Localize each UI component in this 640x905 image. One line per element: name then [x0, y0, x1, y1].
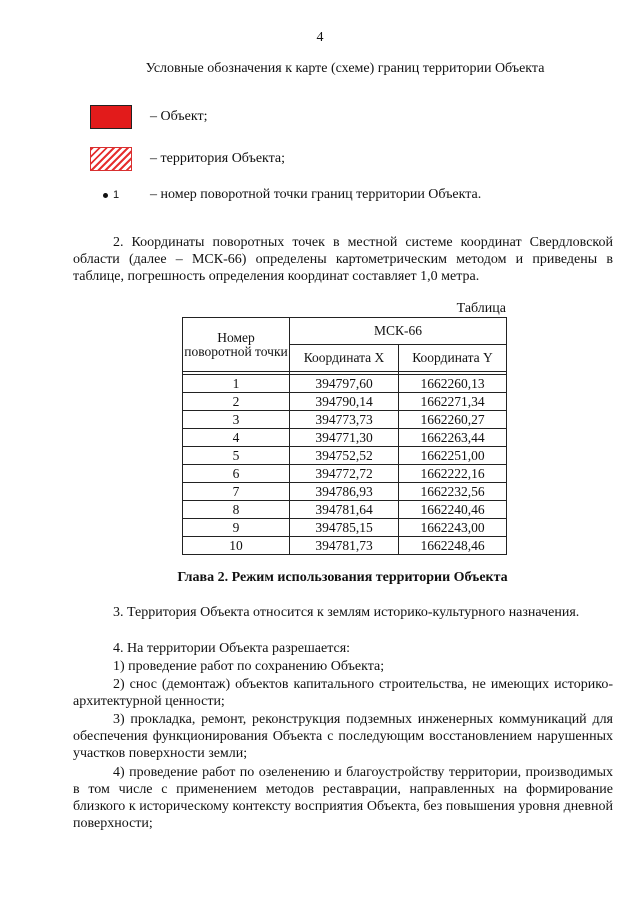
header-coordinate-system: МСК-66: [290, 318, 507, 345]
legend-label-point: – номер поворотной точки границ территории Объекта.: [150, 187, 482, 202]
table-row: [183, 375, 507, 393]
paragraph-4: 4. На территории Объекта разрешается:: [113, 641, 351, 656]
coordinate-y: 1662232,56: [399, 483, 507, 501]
coordinate-y: 1662251,00: [399, 447, 507, 465]
coordinate-y: 1662222,16: [399, 465, 507, 483]
point-number: 1: [183, 375, 290, 393]
point-number: 10: [183, 537, 290, 555]
legend-item-territory: [90, 146, 285, 172]
table-row: [183, 465, 507, 483]
coordinate-x: 394785,15: [290, 519, 399, 537]
point-marker-number: 1: [112, 189, 120, 201]
table-row: [183, 483, 507, 501]
page-number: 4: [316, 30, 324, 45]
header-point-number: Номер поворотной точки: [183, 318, 290, 372]
territory-hatch-icon: [90, 147, 132, 171]
paragraph-3: 3. Территория Объекта относится к землям историко-культурного назначения.: [113, 605, 580, 620]
table-row: [183, 411, 507, 429]
table-row: [183, 519, 507, 537]
coordinate-x: 394797,60: [290, 375, 399, 393]
coordinate-y: 1662260,13: [399, 375, 507, 393]
point-number: 8: [183, 501, 290, 519]
header-coordinate-x: Координата X: [290, 345, 399, 372]
turning-point-icon: [90, 189, 132, 201]
point-number: 6: [183, 465, 290, 483]
header-coordinate-y: Координата Y: [399, 345, 507, 372]
table-row: [183, 393, 507, 411]
list-item: 4) проведение работ по озеленению и благоустройству территории, производимых в том числе с применением методов реставрации, направленных на формирование близкого к историческому контексту восприятия Объекта, без повышения уровня дневной поверхности;: [73, 765, 613, 831]
legend-item-object: [90, 104, 207, 130]
coordinate-y: 1662243,00: [399, 519, 507, 537]
table-row: [183, 429, 507, 447]
table-row: [183, 537, 507, 555]
coordinate-x: 394771,30: [290, 429, 399, 447]
coordinate-x: 394790,14: [290, 393, 399, 411]
point-number: 4: [183, 429, 290, 447]
coordinate-y: 1662260,27: [399, 411, 507, 429]
coordinate-y: 1662271,34: [399, 393, 507, 411]
coordinate-y: 1662240,46: [399, 501, 507, 519]
table-row: [183, 501, 507, 519]
chapter-heading: Глава 2. Режим использования территории Объекта: [177, 570, 508, 585]
coordinate-x: 394772,72: [290, 465, 399, 483]
legend-label-territory: – территория Объекта;: [150, 151, 286, 166]
legend-item-point: [90, 182, 481, 208]
table-caption: Таблица: [456, 301, 506, 316]
coordinate-x: 394786,93: [290, 483, 399, 501]
coordinate-x: 394781,73: [290, 537, 399, 555]
coordinate-x: 394752,52: [290, 447, 399, 465]
point-number: 9: [183, 519, 290, 537]
list-item: 2) снос (демонтаж) объектов капитального строительства, не имеющих историко-архитектурной ценности;: [73, 677, 613, 709]
point-number: 5: [183, 447, 290, 465]
coordinate-x: 394781,64: [290, 501, 399, 519]
coordinate-y: 1662263,44: [399, 429, 507, 447]
point-number: 3: [183, 411, 290, 429]
point-number: 7: [183, 483, 290, 501]
object-swatch-icon: [90, 105, 132, 129]
coordinate-x: 394773,73: [290, 411, 399, 429]
list-item: 3) прокладка, ремонт, реконструкция подземных инженерных коммуникаций для обеспечения функционирования Объекта с последующим восстановлением нарушенных участков поверхности земли;: [73, 712, 613, 761]
list-item: 1) проведение работ по сохранению Объекта;: [113, 659, 385, 674]
legend-label-object: – Объект;: [150, 109, 208, 124]
point-number: 2: [183, 393, 290, 411]
coordinate-y: 1662248,46: [399, 537, 507, 555]
table-row: [183, 447, 507, 465]
paragraph-2: 2. Координаты поворотных точек в местной системе координат Свердловской области (далее – МСК-66) определены картометрическим методом и приведены в таблице, погрешность определения координат составляет 1,0 метра.: [73, 235, 613, 284]
coordinates-table: [182, 317, 507, 555]
legend-title: Условные обозначения к карте (схеме) границ территории Объекта: [145, 61, 545, 76]
